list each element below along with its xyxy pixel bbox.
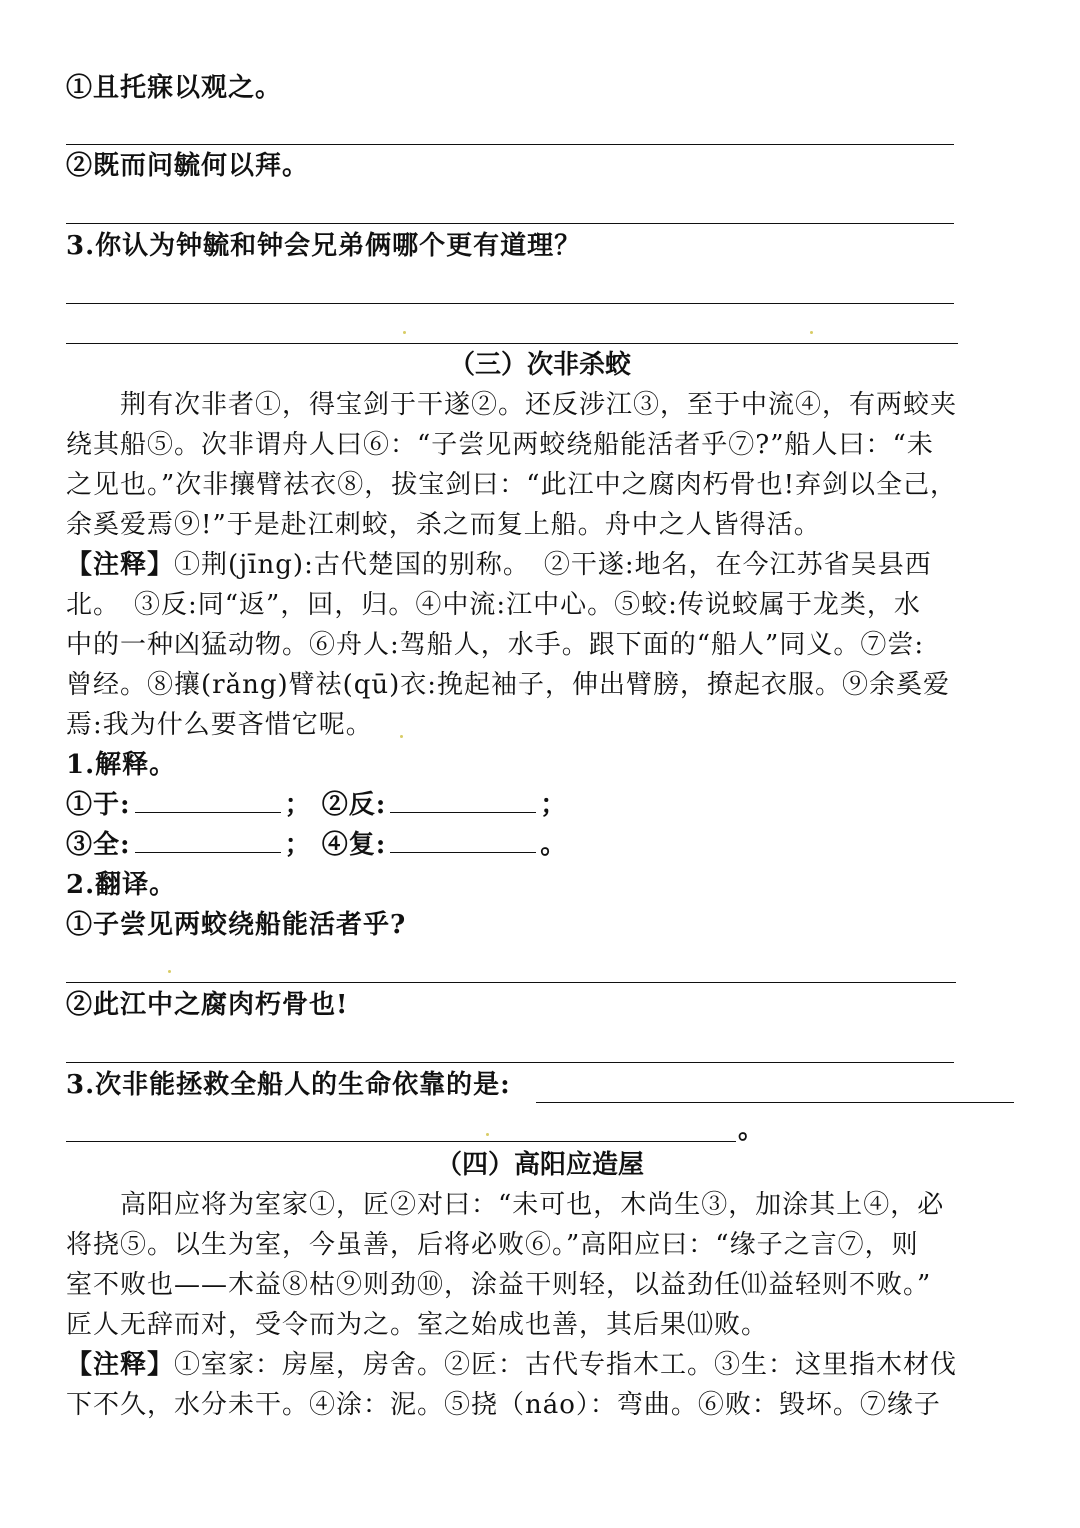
fill-label: ①于: (66, 790, 131, 820)
answer-line[interactable] (66, 303, 954, 304)
scan-speck (403, 331, 406, 334)
fill-row (66, 785, 1014, 825)
section-4-title: （四）高阳应造屋 (435, 1150, 644, 1180)
question-1: 1.解释。 (66, 750, 177, 780)
notes-line: 中的一种凶猛动物。⑥舟人:驾船人，水手。跟下面的“船人”同义。⑦尝: (66, 630, 925, 660)
separator: 。 (540, 830, 568, 860)
passage-line: 荆有次非者①，得宝剑于干遂②。还反涉江③，至于中流④，有两蛟夹 (66, 390, 958, 420)
fill-blank[interactable] (135, 786, 281, 813)
fill-blank[interactable] (390, 786, 536, 813)
passage-line: 室不败也——木益⑧枯⑨则劲⑩，涂益干则轻，以益劲任⑾益轻则不败。” (66, 1270, 932, 1300)
separator: ； (540, 790, 568, 820)
answer-line[interactable] (66, 1141, 736, 1142)
notes-text: ①室家：房屋，房舍。②匠：古代专指木工。③生：这里指木材伐 (174, 1350, 958, 1380)
notes-text: ①荆(jīng):古代楚国的别称。 ②干遂:地名，在今江苏省吴县西 (174, 550, 932, 580)
passage-line: 匠人无辞而对，受令而为之。室之始成也善，其后果⑾败。 (66, 1310, 769, 1340)
answer-line[interactable] (66, 144, 954, 145)
scan-speck (810, 331, 813, 334)
notes-line: 焉:我为什么要吝惜它呢。 (66, 710, 373, 740)
question-3: 3.你认为钟毓和钟会兄弟俩哪个更有道理？ (66, 231, 582, 261)
fill-label: ④复: (321, 830, 387, 860)
fill-label: ②反: (321, 790, 387, 820)
separator: ； (284, 830, 312, 860)
answer-line[interactable] (66, 982, 956, 983)
notes-line: 曾经。⑧攘(rǎng)臂祛(qū)衣:挽起袖子，伸出臂膀，撩起衣服。⑨余奚爱 (66, 670, 951, 700)
translate-item-1: ①子尝见两蛟绕船能活者乎? (66, 910, 407, 940)
scan-speck (486, 1133, 489, 1136)
notes-label: 【注释】 (66, 550, 175, 580)
fill-row (66, 825, 1014, 865)
notes-line: 北。 ③反:同“返”，回，归。④中流:江中心。⑤蛟:传说蛟属于龙类，水 (66, 590, 921, 620)
translate-item-2: ②既而问毓何以拜。 (66, 151, 310, 181)
end-period: 。 (738, 1115, 766, 1145)
question-3: 3.次非能拯救全船人的生命依靠的是: (66, 1070, 511, 1100)
translate-item-2: ②此江中之腐肉朽骨也! (66, 990, 349, 1020)
notes-line (66, 1345, 1014, 1385)
scan-speck (168, 970, 171, 973)
answer-line[interactable] (66, 343, 958, 344)
fill-label: ③全: (66, 830, 131, 860)
passage-line: 绕其船⑤。次非谓舟人曰⑥：“子尝见两蛟绕船能活者乎⑦?”船人曰：“未 (66, 430, 934, 460)
fill-blank[interactable] (135, 826, 281, 853)
answer-line[interactable] (66, 223, 954, 224)
passage-line: 之见也。”次非攘臂祛衣⑧，拔宝剑曰：“此江中之腐肉朽骨也!弃剑以全己， (66, 470, 958, 500)
answer-line[interactable] (536, 1102, 1014, 1103)
separator: ； (284, 790, 312, 820)
passage-line: 将挠⑤。以生为室，今虽善，后将必败⑥。”高阳应曰：“缘子之言⑦，则 (66, 1230, 919, 1260)
fill-blank[interactable] (390, 826, 536, 853)
notes-line (66, 545, 1014, 585)
question-2: 2.翻译。 (66, 870, 177, 900)
passage-line: 高阳应将为室家①，匠②对曰：“未可也，木尚生③，加涂其上④，必 (66, 1190, 945, 1220)
answer-line[interactable] (66, 1062, 954, 1063)
translate-item-1: ①且托寐以观之。 (66, 73, 283, 103)
passage-line: 余奚爱焉⑨!”于是赴江刺蛟，杀之而复上船。舟中之人皆得活。 (66, 510, 821, 540)
notes-line: 下不久，水分未干。④涂：泥。⑤挠（náo）：弯曲。⑥败：毁坏。⑦缘子 (66, 1390, 941, 1420)
notes-label: 【注释】 (66, 1350, 175, 1380)
scan-speck (400, 735, 403, 738)
section-3-title: （三）次非杀蛟 (448, 350, 631, 380)
